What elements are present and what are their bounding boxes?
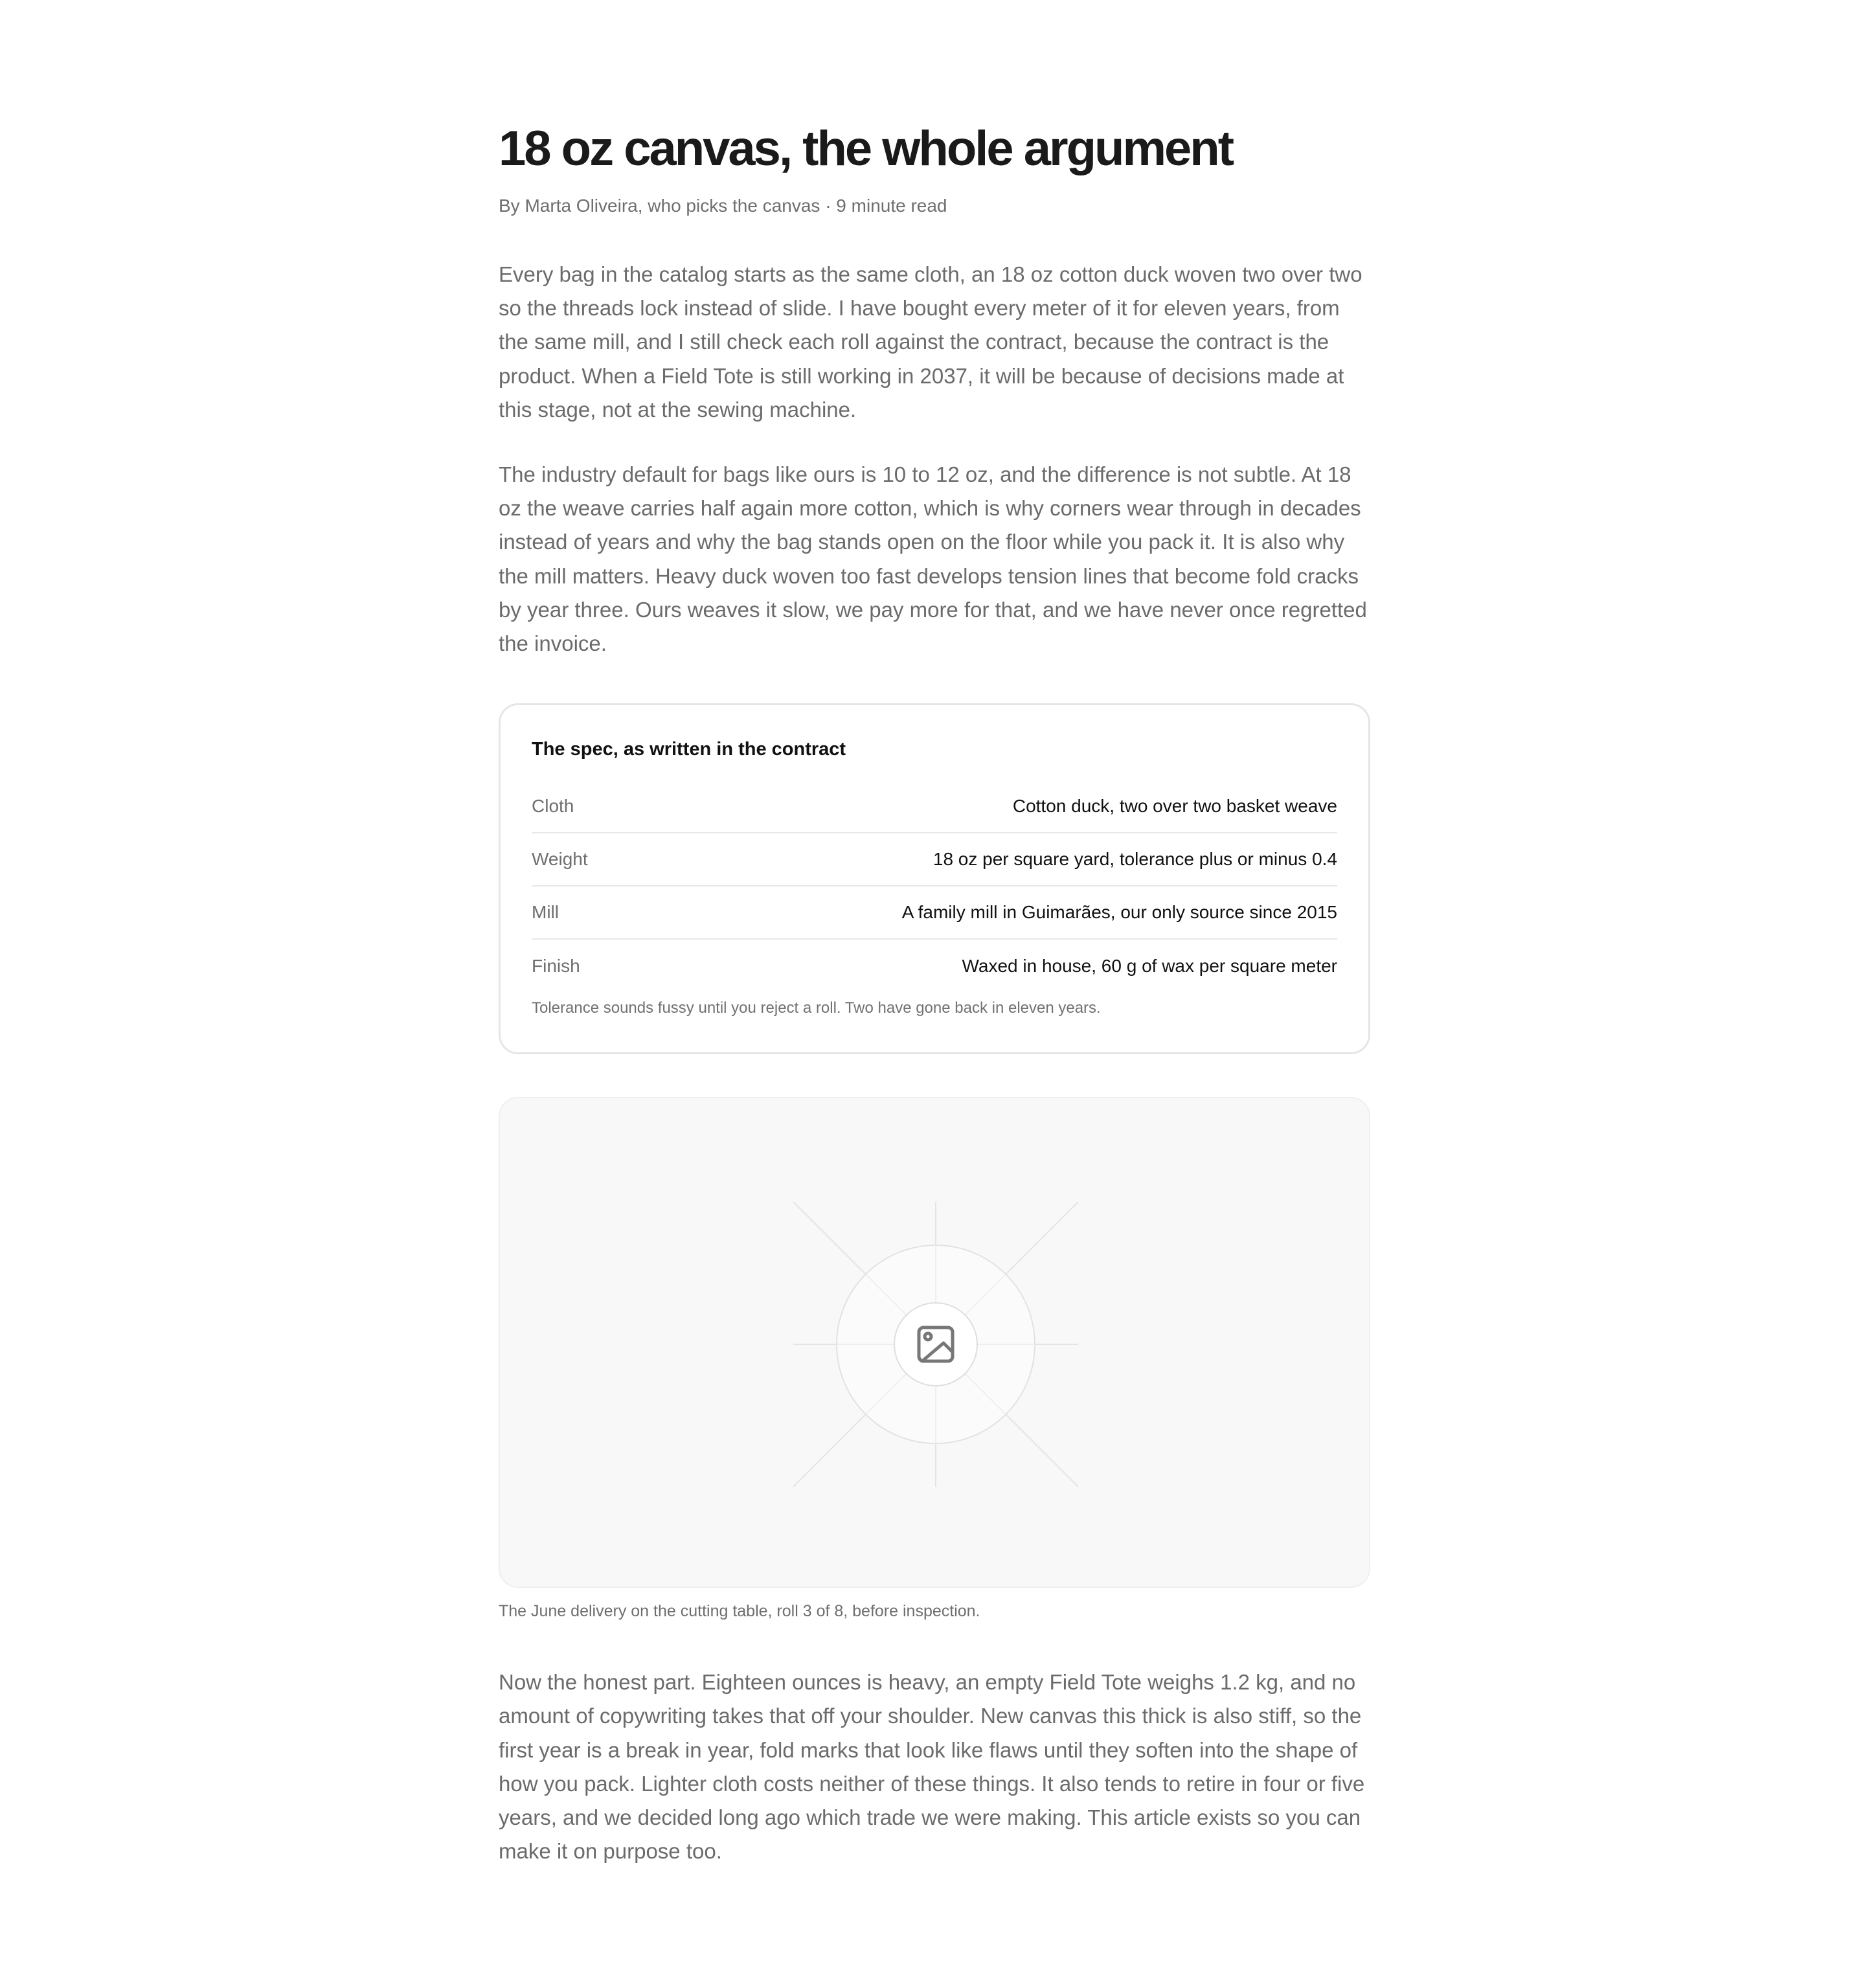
spec-label: Weight	[532, 849, 588, 870]
spec-label: Cloth	[532, 796, 574, 817]
article-title: 18 oz canvas, the whole argument	[499, 121, 1233, 176]
spec-row-finish	[532, 940, 1337, 993]
spec-value: Waxed in house, 60 g of wax per square meter	[962, 956, 1337, 977]
paragraph-intro: Every bag in the catalog starts as the same cloth, an 18 oz cotton duck woven two over two so the threads lock instead of slide. I have bought every meter of it for eleven years, from the same mill, and I still check each roll against the contract, because the contract is the product. When a Field Tote is still working in 2037, it will be because of decisions made at this stage, not at the sewing machine.	[499, 262, 1362, 422]
spec-label: Finish	[532, 956, 580, 977]
spec-row-cloth	[532, 780, 1337, 833]
spec-value: Cotton duck, two over two basket weave	[1012, 796, 1337, 817]
image-placeholder	[499, 1097, 1370, 1588]
spec-card	[499, 703, 1370, 1054]
byline: By Marta Oliveira, who picks the canvas · 9 minute read	[499, 196, 947, 216]
spec-note: Tolerance sounds fussy until you reject a roll. Two have gone back in eleven years.	[532, 999, 1101, 1017]
spec-row-mill	[532, 887, 1337, 940]
paragraph-tradeoffs: Now the honest part. Eighteen ounces is heavy, an empty Field Tote weighs 1.2 kg, and no amount of copywriting takes that off your shoulder. New canvas this thick is also stiff, so the first year is a break in year, fold marks that look like flaws until they soften into the shape of how you pack. Lighter cloth costs neither of these things. It also tends to retire in four or five years, and we decided long ago which trade we were making. This article exists so you can make it on purpose too.	[499, 1670, 1365, 1864]
spec-title: The spec, as written in the contract	[532, 739, 846, 760]
figure-caption: The June delivery on the cutting table, roll 3 of 8, before inspection.	[499, 1602, 980, 1621]
image-placeholder-graphic	[500, 1098, 1370, 1588]
spec-row-weight	[532, 833, 1337, 887]
spec-value: 18 oz per square yard, tolerance plus or minus 0.4	[932, 849, 1337, 870]
spec-label: Mill	[532, 902, 559, 923]
paragraph-weight: The industry default for bags like ours is 10 to 12 oz, and the difference is not subtle. At 18 oz the weave carries half again more cotton, which is why corners wear through in decades instead of years and why the bag stands open on the floor while you pack it. It is also why the mill matters. Heavy duck woven too fast develops tension lines that become fold cracks by year three. Ours weaves it slow, we pay more for that, and we have never once regretted the invoice.	[499, 462, 1367, 656]
spec-value: A family mill in Guimarães, our only source since 2015	[901, 902, 1337, 923]
article	[499, 110, 1370, 1868]
